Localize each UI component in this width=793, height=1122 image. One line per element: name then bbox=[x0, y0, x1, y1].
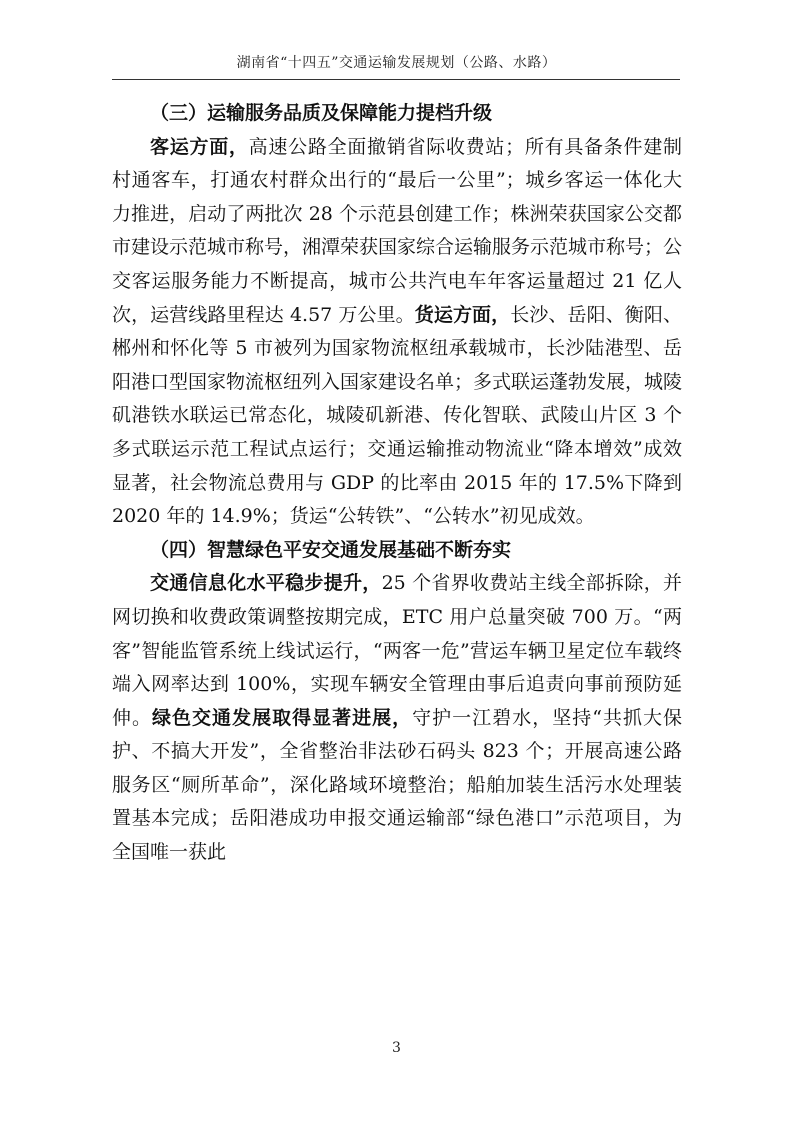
informatization-text: 25 个省界收费站主线全部拆除，并网切换和收费政策调整按期完成，ETC 用户总量突破 700 万。“两客”智能监管系统上线试运行，“两客一危”营运车辆卫星定位车载终端入网率达到 100%，实现车辆安全管理由事后追责向事前预防延伸。 bbox=[112, 572, 682, 729]
passenger-text: 高速公路全面撤销省际收费站；所有具备条件建制村通客车，打通农村群众出行的“最后一公里”；城乡客运一体化大力推进，启动了两批次 28 个示范县创建工作；株洲荣获国家公交都市建设示范城市称号，湘潭荣获国家综合运输服务示范城市称号；公交客运服务能力不断提高，城市公共汽电车年客运量超过 21 亿人次，运营线路里程达 4.57 万公里。 bbox=[112, 135, 683, 326]
passenger-lead: 客运方面， bbox=[150, 135, 249, 158]
green-transport-lead: 绿色交通发展取得显著进展， bbox=[152, 706, 413, 729]
informatization-lead: 交通信息化水平稳步提升， bbox=[150, 572, 382, 595]
page-number: 3 bbox=[392, 1040, 401, 1056]
section-heading-3: （三）运输服务品质及保障能力提档升级 bbox=[150, 102, 493, 124]
document-header: 湖南省“十四五”交通运输发展规划（公路、水路） bbox=[236, 55, 557, 71]
section-heading-4: （四）智慧绿色平安交通发展基础不断夯实 bbox=[150, 538, 512, 561]
green-transport-text: 守护一江碧水，坚持“共抓大保护、不搞大开发”，全省整治非法砂石码头 823 个；开展高速公路服务区“厕所革命”，深化路域环境整治；船舶加装生活污水处理装置基本完成；岳阳港成功申报交通运输部“绿色港口”示范项目，为全国唯一获此 bbox=[112, 706, 682, 864]
freight-text: 长沙、岳阳、衡阳、郴州和怀化等 5 市被列为国家物流枢纽承载城市，长沙陆港型、岳阳港口型国家物流枢纽列入国家建设名单；多式联运蓬勃发展，城陵矶港铁水联运已常态化，城陵矶新港、传化智联、武陵山片区 3 个多式联运示范工程试点运行；交通运输推动物流业“降本增效”成效显著，社会物流总费用与 GDP 的比率由 2015 年的 17.5%下降到 2020 年的 14.9%；货运“公转铁”、“公转水”初见成效。 bbox=[112, 303, 683, 528]
document-body bbox=[112, 97, 682, 870]
freight-lead: 货运方面， bbox=[414, 303, 511, 326]
header-divider bbox=[112, 79, 680, 80]
smart-green-paragraph bbox=[112, 567, 682, 869]
passenger-freight-paragraph bbox=[112, 131, 682, 534]
